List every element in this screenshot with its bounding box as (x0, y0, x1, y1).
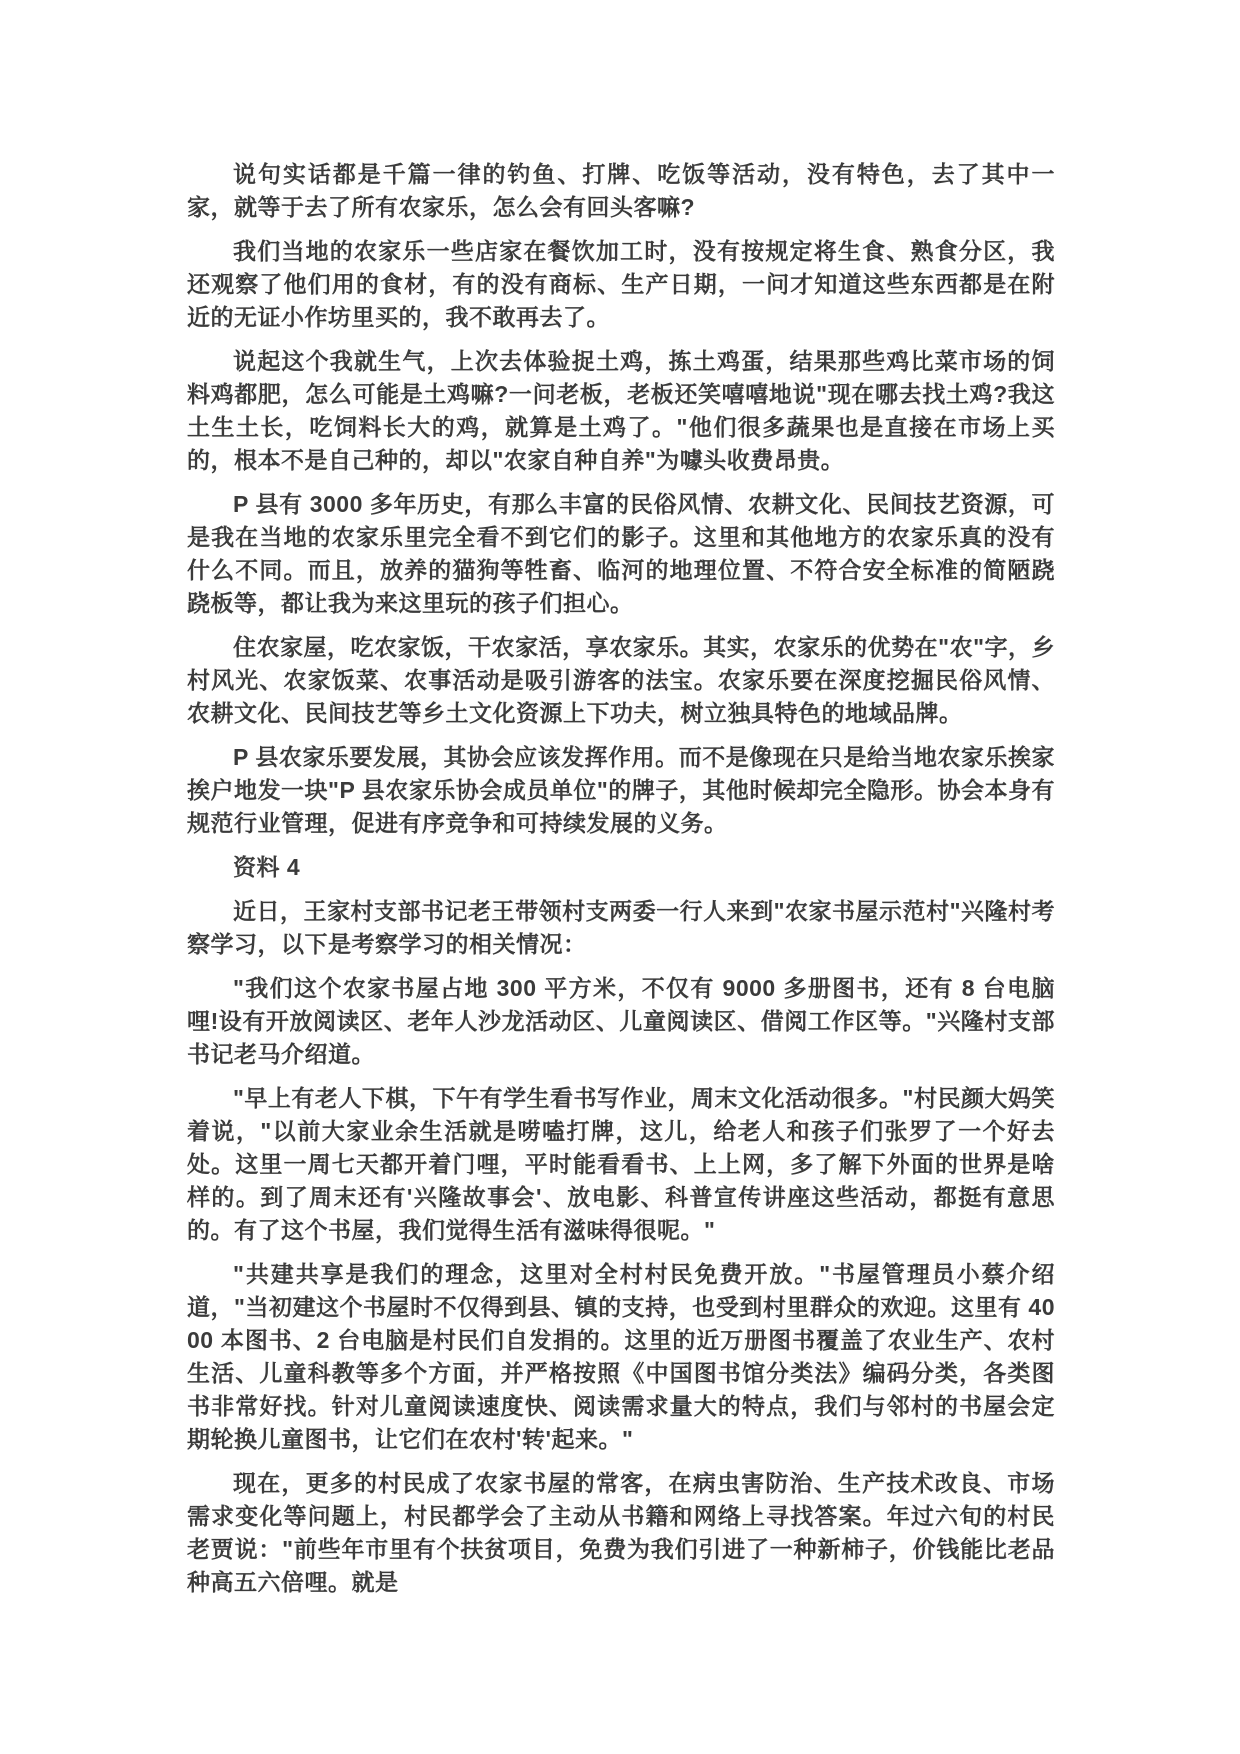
body-paragraph: "共建共享是我们的理念，这里对全村村民免费开放。"书屋管理员小蔡介绍道，"当初建这个书屋时不仅得到县、镇的支持，也受到村里群众的欢迎。这里有 4000 本图书、2 台电脑是村民们自发捐的。这里的近万册图书覆盖了农业生产、农村生活、儿童科教等多个方面，并严格按照《中国图书馆分类法》编码分类，各类图书非常好找。针对儿童阅读速度快、阅读需求量大的特点，我们与邻村的书屋会定期轮换儿童图书，让它们在农村'转'起来。" (187, 1261, 1055, 1452)
body-paragraph: 我们当地的农家乐一些店家在餐饮加工时，没有按规定将生食、熟食分区，我还观察了他们用的食材，有的没有商标、生产日期，一问才知道这些东西都是在附近的无证小作坊里买的，我不敢再去了。 (187, 238, 1055, 330)
body-paragraph: 说起这个我就生气，上次去体验捉土鸡，拣土鸡蛋，结果那些鸡比菜市场的饲料鸡都肥，怎么可能是土鸡嘛?一问老板，老板还笑嘻嘻地说"现在哪去找土鸡?我这土生土长，吃饲料长大的鸡，就算是土鸡了。"他们很多蔬果也是直接在市场上买的，根本不是自己种的，却以"农家自种自养"为噱头收费昂贵。 (187, 348, 1055, 473)
body-paragraph: "早上有老人下棋，下午有学生看书写作业，周末文化活动很多。"村民颜大妈笑着说，"以前大家业余生活就是唠嗑打牌，这儿，给老人和孩子们张罗了一个好去处。这里一周七天都开着门哩，平时能看看书、上上网，多了解下外面的世界是啥样的。到了周末还有'兴隆故事会'、放电影、科普宣传讲座这些活动，都挺有意思的。有了这个书屋，我们觉得生活有滋味得很呢。" (187, 1085, 1055, 1243)
body-paragraph: 住农家屋，吃农家饭，干农家活，享农家乐。其实，农家乐的优势在"农"字，乡村风光、农家饭菜、农事活动是吸引游客的法宝。农家乐要在深度挖掘民俗风情、农耕文化、民间技艺等乡土文化资源上下功夫，树立独具特色的地域品牌。 (187, 634, 1055, 726)
body-paragraph: P 县农家乐要发展，其协会应该发挥作用。而不是像现在只是给当地农家乐挨家挨户地发一块"P 县农家乐协会成员单位"的牌子，其他时候却完全隐形。协会本身有规范行业管理，促进有序竞争和可持续发展的义务。 (187, 744, 1055, 836)
body-paragraph: 说句实话都是千篇一律的钓鱼、打牌、吃饭等活动，没有特色，去了其中一家，就等于去了所有农家乐，怎么会有回头客嘛? (187, 161, 1055, 220)
section-heading: 资料 4 (233, 854, 301, 880)
body-paragraph: 现在，更多的村民成了农家书屋的常客，在病虫害防治、生产技术改良、市场需求变化等问题上，村民都学会了主动从书籍和网络上寻找答案。年过六旬的村民老贾说："前些年市里有个扶贫项目，免费为我们引进了一种新柿子，价钱能比老品种高五六倍哩。就是 (187, 1470, 1055, 1595)
body-paragraph: P 县有 3000 多年历史，有那么丰富的民俗风情、农耕文化、民间技艺资源，可是我在当地的农家乐里完全看不到它们的影子。这里和其他地方的农家乐真的没有什么不同。而且，放养的猫狗等牲畜、临河的地理位置、不符合安全标准的简陋跷跷板等，都让我为来这里玩的孩子们担心。 (187, 491, 1055, 616)
body-paragraph: 近日，王家村支部书记老王带领村支两委一行人来到"农家书屋示范村"兴隆村考察学习，以下是考察学习的相关情况： (187, 898, 1055, 957)
document-content (187, 158, 1055, 1610)
body-paragraph: "我们这个农家书屋占地 300 平方米，不仅有 9000 多册图书，还有 8 台电脑哩!设有开放阅读区、老年人沙龙活动区、儿童阅读区、借阅工作区等。"兴隆村支部书记老马介绍道。 (187, 975, 1055, 1067)
